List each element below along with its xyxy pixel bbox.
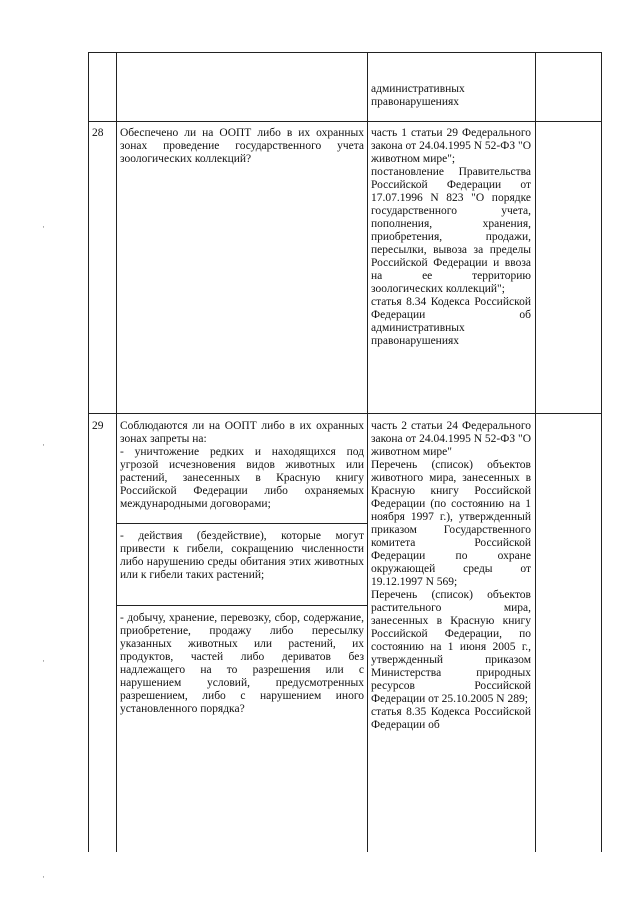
table-divider-law [535,52,536,852]
sub-separator-29a [116,523,368,524]
table-border-right [601,52,602,852]
question-item-29b: - действия (бездействие), которые могут привести к гибели, сокращению численности либо нарушению среды обитания этих животных или к гибели таких растений; [120,530,364,581]
law-cell-top [371,83,531,109]
row-number-28: 28 [92,127,104,139]
table-divider-question [367,52,368,852]
question-intro-29: Соблюдаются ли на ООПТ либо в их охранных зонах запреты на: [120,420,364,445]
question-cell-29 [120,420,364,511]
scan-mark-2: · [42,440,45,450]
question-item-29a: - уничтожение редких и находящихся под угрозой исчезновения видов животных или растений, занесенных в Красную книгу Российской Федерации либо охраняемых международными договорами; [120,446,364,510]
table-divider-number [116,52,117,852]
question-cell-28 [120,127,364,166]
law-cell-29 [371,420,531,852]
law-paragraph-28-1: часть 1 статьи 29 Федерального закона от 24.04.1995 N 52-ФЗ "О животном мире"; [371,127,531,165]
scan-mark-3: · [42,656,45,666]
law-paragraph-29-4: статья 8.35 Кодекса Российской Федерации об [371,706,531,731]
law-paragraph-29-1: часть 2 статьи 24 Федерального закона от 24.04.1995 N 52-ФЗ "О животном мире" [371,420,531,458]
question-cell-29b [120,530,364,582]
law-cell-28 [371,127,531,348]
row-separator-29 [88,413,602,414]
question-text-28: Обеспечено ли на ООПТ либо в их охранных зонах проведение государственного учета зоологических коллекций? [120,127,364,165]
scan-mark-1: · [42,222,45,232]
row-separator-28 [88,121,602,122]
question-cell-29c [120,612,364,716]
law-paragraph-28-2: постановление Правительства Российской Федерации от 17.07.1996 N 823 "О порядке государственного учета, пополнения, хранения, приобретения, продажи, пересылки, вывоза за пределы Российской Федерации и ввоза на ее территорию зоологических коллекций"; [371,166,531,295]
question-item-29c: - добычу, хранение, перевозку, сбор, содержание, приобретение, продажу либо пересылку указанных животных или растений, их продуктов, частей либо дериватов без надлежащего на то разрешения или с нарушением условий, предусмотренных разрешением, либо с нарушением иного установленного порядка? [120,612,364,715]
row-number-29: 29 [92,420,104,432]
law-paragraph-29-2: Перечень (список) объектов животного мира, занесенных в Красную книгу Российской Федерации (по состоянию на 1 ноября 1997 г.), утвержденный приказом Государственного комитета Российской Федерации по охране окружающей среды от 19.12.1997 N 569; [371,459,531,588]
law-paragraph-28-3: статья 8.34 Кодекса Российской Федерации об административных правонарушениях [371,296,531,347]
law-text-top: административных правонарушениях [371,83,465,108]
scan-mark-4: · [42,872,45,882]
law-paragraph-29-3: Перечень (список) объектов растительного мира, занесенных в Красную книгу Российской Федерации, по состоянию на 1 июня 2005 г., утвержденный приказом Министерства природных ресурсов Российской Федерации от 25.10.2005 N 289; [371,589,531,705]
table-border-top [88,52,602,53]
table-border-left [88,52,89,852]
sub-separator-29b [116,605,368,606]
